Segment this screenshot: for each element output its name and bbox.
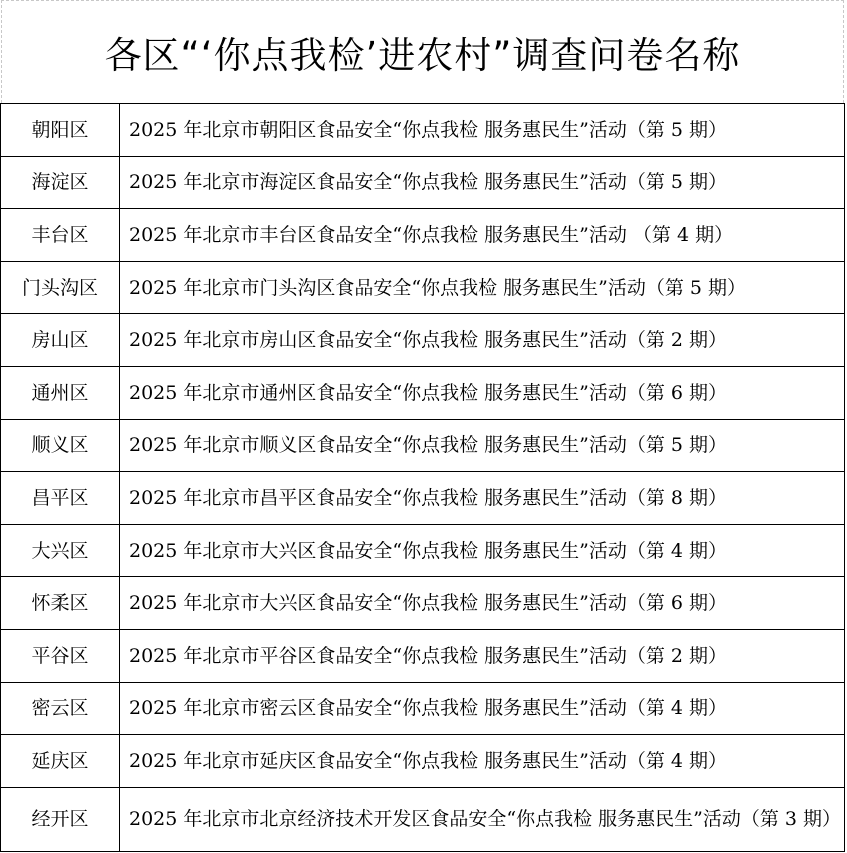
table-row	[1, 104, 845, 157]
survey-name-cell: 2025 年北京市大兴区食品安全“你点我检 服务惠民生”活动（第 6 期）	[120, 577, 845, 630]
survey-name-cell: 2025 年北京市平谷区食品安全“你点我检 服务惠民生”活动（第 2 期）	[120, 629, 845, 682]
survey-name-cell: 2025 年北京市房山区食品安全“你点我检 服务惠民生”活动（第 2 期）	[120, 314, 845, 367]
district-cell: 丰台区	[1, 209, 120, 262]
district-cell: 延庆区	[1, 735, 120, 788]
survey-name-cell: 2025 年北京市顺义区食品安全“你点我检 服务惠民生”活动（第 5 期）	[120, 419, 845, 472]
table-row	[1, 156, 845, 209]
survey-name-cell: 2025 年北京市门头沟区食品安全“你点我检 服务惠民生”活动（第 5 期）	[120, 261, 845, 314]
survey-name-cell: 2025 年北京市密云区食品安全“你点我检 服务惠民生”活动（第 4 期）	[120, 682, 845, 735]
district-cell: 门头沟区	[1, 261, 120, 314]
table-row	[1, 472, 845, 525]
survey-name-cell: 2025 年北京市昌平区食品安全“你点我检 服务惠民生”活动（第 8 期）	[120, 472, 845, 525]
table-row	[1, 577, 845, 630]
table-row	[1, 524, 845, 577]
survey-name-cell: 2025 年北京市北京经济技术开发区食品安全“你点我检 服务惠民生”活动（第 3 期）	[120, 787, 845, 851]
survey-name-cell: 2025 年北京市海淀区食品安全“你点我检 服务惠民生”活动（第 5 期）	[120, 156, 845, 209]
survey-name-cell: 2025 年北京市大兴区食品安全“你点我检 服务惠民生”活动（第 4 期）	[120, 524, 845, 577]
district-cell: 顺义区	[1, 419, 120, 472]
district-cell: 海淀区	[1, 156, 120, 209]
survey-table	[0, 103, 845, 852]
table-row	[1, 366, 845, 419]
survey-name-cell: 2025 年北京市朝阳区食品安全“你点我检 服务惠民生”活动（第 5 期）	[120, 104, 845, 157]
district-cell: 密云区	[1, 682, 120, 735]
district-cell: 昌平区	[1, 472, 120, 525]
district-cell: 朝阳区	[1, 104, 120, 157]
district-cell: 通州区	[1, 366, 120, 419]
district-cell: 大兴区	[1, 524, 120, 577]
district-cell: 怀柔区	[1, 577, 120, 630]
district-cell: 平谷区	[1, 629, 120, 682]
district-cell: 经开区	[1, 787, 120, 851]
survey-name-cell: 2025 年北京市丰台区食品安全“你点我检 服务惠民生”活动 （第 4 期）	[120, 209, 845, 262]
title-cell	[1, 0, 844, 103]
table-row	[1, 682, 845, 735]
document-title: 各区“‘你点我检’进农村”调查问卷名称	[104, 34, 741, 77]
survey-name-cell: 2025 年北京市延庆区食品安全“你点我检 服务惠民生”活动（第 4 期）	[120, 735, 845, 788]
table-row	[1, 735, 845, 788]
survey-name-cell: 2025 年北京市通州区食品安全“你点我检 服务惠民生”活动（第 6 期）	[120, 366, 845, 419]
table-row	[1, 787, 845, 851]
district-cell: 房山区	[1, 314, 120, 367]
table-row	[1, 261, 845, 314]
table-row	[1, 314, 845, 367]
table-row	[1, 209, 845, 262]
table-row	[1, 629, 845, 682]
table-row	[1, 419, 845, 472]
